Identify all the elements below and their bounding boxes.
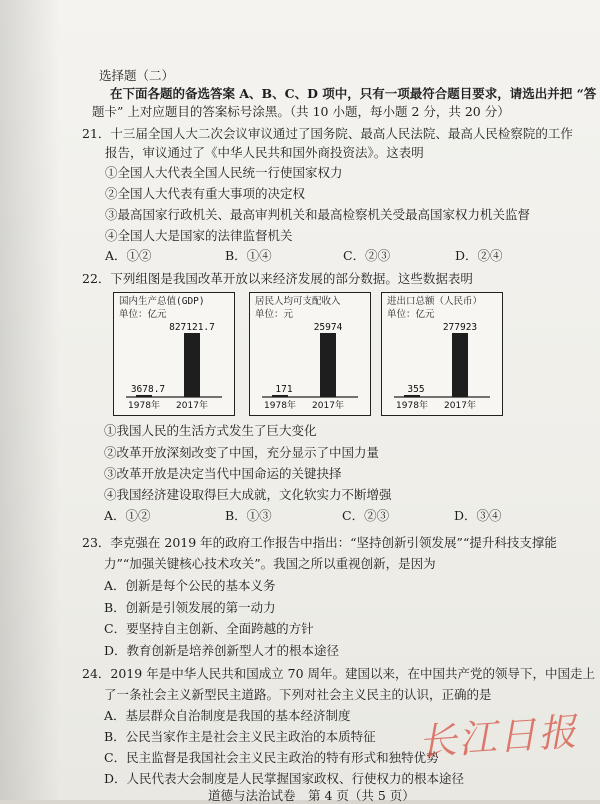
chart-income-title: 居民人均可支配收入 (255, 296, 341, 307)
q21-option-a: A．①② (105, 248, 152, 263)
chart-1-bar-0 (272, 395, 288, 397)
chart-0-bar-0 (136, 395, 152, 397)
chart-0-value-label-0: 3678.7 (130, 384, 166, 395)
q21-statement-2: ②全国人大代表有重大事项的决定权 (105, 186, 306, 201)
chart-0-bar-1 (184, 333, 200, 397)
chart-2-category-label-0: 1978年 (396, 401, 428, 411)
q22-option-c: C．②③ (342, 508, 390, 523)
q21-statement-4: ④全国人大是国家的法律监督机关 (105, 228, 293, 243)
chart-2-value-label-1: 277923 (442, 322, 478, 333)
chart-trade-title: 进出口总额（人民币） (387, 296, 483, 307)
chart-1-bar-1 (320, 333, 336, 397)
section-title: 选择题（二） (99, 68, 175, 83)
chart-income-plot (250, 293, 370, 415)
page-footer: 道德与法治试卷 第 4 页（共 5 页） (208, 788, 415, 803)
q22-statement-3: ③改革开放是决定当代中国命运的关键抉择 (104, 466, 342, 481)
chart-1-category-label-1: 2017年 (312, 401, 344, 411)
q23-option-c: C．要坚持自主创新、全面跨越的方针 (104, 621, 314, 636)
chart-gdp-title: 国内生产总值(GDP) (119, 296, 205, 307)
q22-statement-4: ④我国经济建设取得巨大成就，文化软实力不断增强 (104, 487, 392, 502)
chart-trade-unit: 单位：亿元 (387, 309, 435, 320)
q22-statement-1: ①我国人民的生活方式发生了巨大变化 (104, 423, 317, 438)
q21-option-b: B．①④ (225, 248, 272, 263)
q23-option-a: A．创新是每个公民的基本义务 (104, 578, 276, 593)
q21-statement-3: ③最高国家行政机关、最高审判机关和最高检察机关受最高国家权力机关监督 (105, 207, 531, 222)
q23-option-d: D．教育创新是培养创新型人才的根本途径 (104, 643, 340, 658)
q24-option-b: B．公民当家作主是社会主义民主政治的本质特征 (104, 729, 376, 744)
chart-1-value-label-1: 25974 (313, 322, 343, 333)
chart-trade (381, 292, 503, 416)
chart-gdp-unit: 单位：亿元 (119, 309, 167, 320)
q21-statement-1: ①全国人大代表全国人民统一行使国家权力 (105, 165, 343, 180)
q22-option-d: D．③④ (454, 508, 502, 523)
chart-1-value-label-0: 171 (275, 384, 293, 395)
q22-stem: 22．下列组图是我国改革开放以来经济发展的部分数据。这些数据表明 (82, 271, 473, 286)
chart-income-unit: 单位：元 (255, 309, 294, 320)
page-shadow (0, 0, 60, 800)
chart-income (249, 292, 371, 416)
q24-option-c: C．民主监督是我国社会主义民主政治的特有形式和独特优势 (104, 750, 439, 765)
chart-2-value-label-0: 355 (407, 384, 425, 395)
q23-stem-line1: 23．李克强在 2019 年的政府工作报告中指出：“坚持创新引领发展”“提升科技支撑能 (82, 535, 557, 550)
chart-1-category-label-0: 1978年 (264, 401, 296, 411)
q23-stem-line2: 力”“加强关键核心技术攻关”。我国之所以重视创新，是因为 (104, 556, 436, 571)
chart-trade-plot (382, 293, 502, 415)
q24-option-a: A．基层群众自治制度是我国的基本经济制度 (104, 708, 351, 723)
q21-option-d: D．②④ (455, 248, 503, 263)
chart-0-value-label-1: 827121.7 (169, 322, 215, 333)
q24-stem-line2: 了一条社会主义新型民主道路。下列对社会主义民主的认识，正确的是 (104, 687, 492, 702)
newspaper-watermark: 长江日报 (416, 709, 580, 765)
chart-gdp (113, 292, 235, 416)
chart-2-category-label-1: 2017年 (444, 401, 476, 411)
q22-option-b: B．①③ (225, 508, 272, 523)
chart-0-category-label-0: 1978年 (128, 401, 160, 411)
q21-option-c: C．②③ (343, 248, 391, 263)
q24-stem-line1: 24．2019 年是中华人民共和国成立 70 周年。建国以来，在中国共产党的领导下，中国走上 (82, 666, 596, 681)
q22-statement-2: ②改革开放深刻改变了中国，充分显示了中国力量 (104, 445, 380, 460)
q22-option-a: A．①② (104, 508, 151, 523)
section-instruction-2: 题卡” 上对应题目的答案标号涂黑。（共 10 小题，每小题 2 分，共 20 分） (92, 104, 510, 119)
q21-stem-line1: 21．十三届全国人大二次会议审议通过了国务院、最高人民法院、最高人民检察院的工作 (82, 126, 573, 141)
q21-stem-line2: 报告，审议通过了《中华人民共和国外商投资法》。这表明 (105, 145, 424, 160)
chart-2-bar-1 (452, 333, 468, 397)
q23-option-b: B．创新是引领发展的第一动力 (104, 600, 276, 615)
q24-option-d: D．人民代表大会制度是人民掌握国家政权、行使权力的根本途径 (104, 771, 465, 786)
chart-2-bar-0 (404, 395, 420, 397)
chart-gdp-plot (114, 293, 234, 415)
chart-0-category-label-1: 2017年 (176, 401, 208, 411)
section-instruction-1: 在下面各题的备选答案 A、B、C、D 项中，只有一项最符合题目要求，请选出并把 “答 (110, 86, 597, 101)
